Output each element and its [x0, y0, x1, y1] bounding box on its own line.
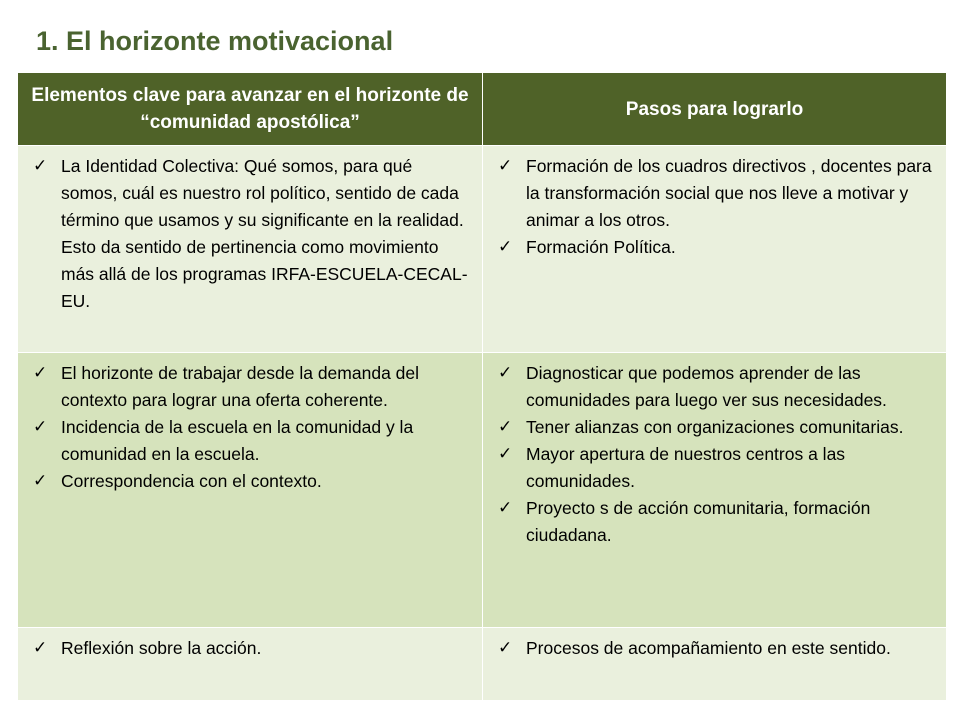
table-row — [18, 628, 947, 701]
list-item — [498, 495, 935, 549]
cell-key-elements — [18, 353, 483, 628]
list-item — [498, 360, 935, 414]
bullet-list — [19, 147, 481, 321]
list-item-text: Procesos de acompañamiento en este sentido. — [526, 638, 891, 658]
table-row — [18, 146, 947, 353]
check-mark-icon: ✓ — [33, 638, 48, 658]
check-mark-icon: ✓ — [33, 471, 48, 491]
bullet-list — [19, 354, 481, 501]
list-item — [498, 234, 935, 261]
header-steps: Pasos para lograrlo — [483, 73, 947, 146]
list-item-text: Tener alianzas con organizaciones comunitarias. — [526, 417, 904, 437]
check-mark-icon: ✓ — [498, 363, 513, 383]
list-item — [33, 414, 471, 468]
list-item — [33, 635, 471, 662]
key-elements-table — [17, 72, 947, 701]
check-mark-icon: ✓ — [498, 417, 513, 437]
list-item-text: Reflexión sobre la acción. — [61, 638, 262, 658]
check-mark-icon: ✓ — [498, 498, 513, 518]
list-item — [498, 635, 935, 662]
list-item-text: Incidencia de la escuela en la comunidad y la comunidad en la escuela. — [61, 417, 414, 464]
check-mark-icon: ✓ — [498, 237, 513, 257]
list-item — [33, 468, 471, 495]
table-header-row — [18, 73, 947, 146]
list-item-text: El horizonte de trabajar desde la demanda del contexto para lograr una oferta coherente. — [61, 363, 420, 410]
bullet-list — [484, 629, 945, 668]
bullet-list — [484, 354, 945, 555]
header-key-elements: Elementos clave para avanzar en el horizonte de “comunidad apostólica” — [18, 73, 483, 146]
cell-key-elements — [18, 146, 483, 353]
list-item — [498, 414, 935, 441]
list-item-text: Proyecto s de acción comunitaria, formación ciudadana. — [526, 498, 871, 545]
list-item-text: Formación Política. — [526, 237, 676, 257]
list-item-text: Diagnosticar que podemos aprender de las comunidades para luego ver sus necesidades. — [526, 363, 887, 410]
check-mark-icon: ✓ — [498, 444, 513, 464]
cell-steps — [483, 353, 947, 628]
list-item-text: Correspondencia con el contexto. — [61, 471, 322, 491]
list-item — [498, 153, 935, 234]
check-mark-icon: ✓ — [33, 156, 48, 176]
check-mark-icon: ✓ — [498, 638, 513, 658]
cell-key-elements — [18, 628, 483, 701]
slide-title: 1. El horizonte motivacional — [36, 26, 394, 56]
list-item-text: La Identidad Colectiva: Qué somos, para qué somos, cuál es nuestro rol político, sentido de cada término que usamos y su significante en la realidad. Esto da sentido de pertinencia como movimiento más allá de los programas IRFA-ESCUELA-CECAL-EU. — [61, 156, 468, 311]
check-mark-icon: ✓ — [498, 156, 513, 176]
list-item-text: Formación de los cuadros directivos , docentes para la transformación social que nos lleve a motivar y animar a los otros. — [526, 156, 932, 230]
check-mark-icon: ✓ — [33, 417, 48, 437]
list-item — [33, 360, 471, 414]
bullet-list — [19, 629, 481, 668]
table-row — [18, 353, 947, 628]
cell-steps — [483, 146, 947, 353]
cell-steps — [483, 628, 947, 701]
list-item — [33, 153, 471, 315]
bullet-list — [484, 147, 945, 267]
check-mark-icon: ✓ — [33, 363, 48, 383]
list-item — [498, 441, 935, 495]
list-item-text: Mayor apertura de nuestros centros a las comunidades. — [526, 444, 846, 491]
